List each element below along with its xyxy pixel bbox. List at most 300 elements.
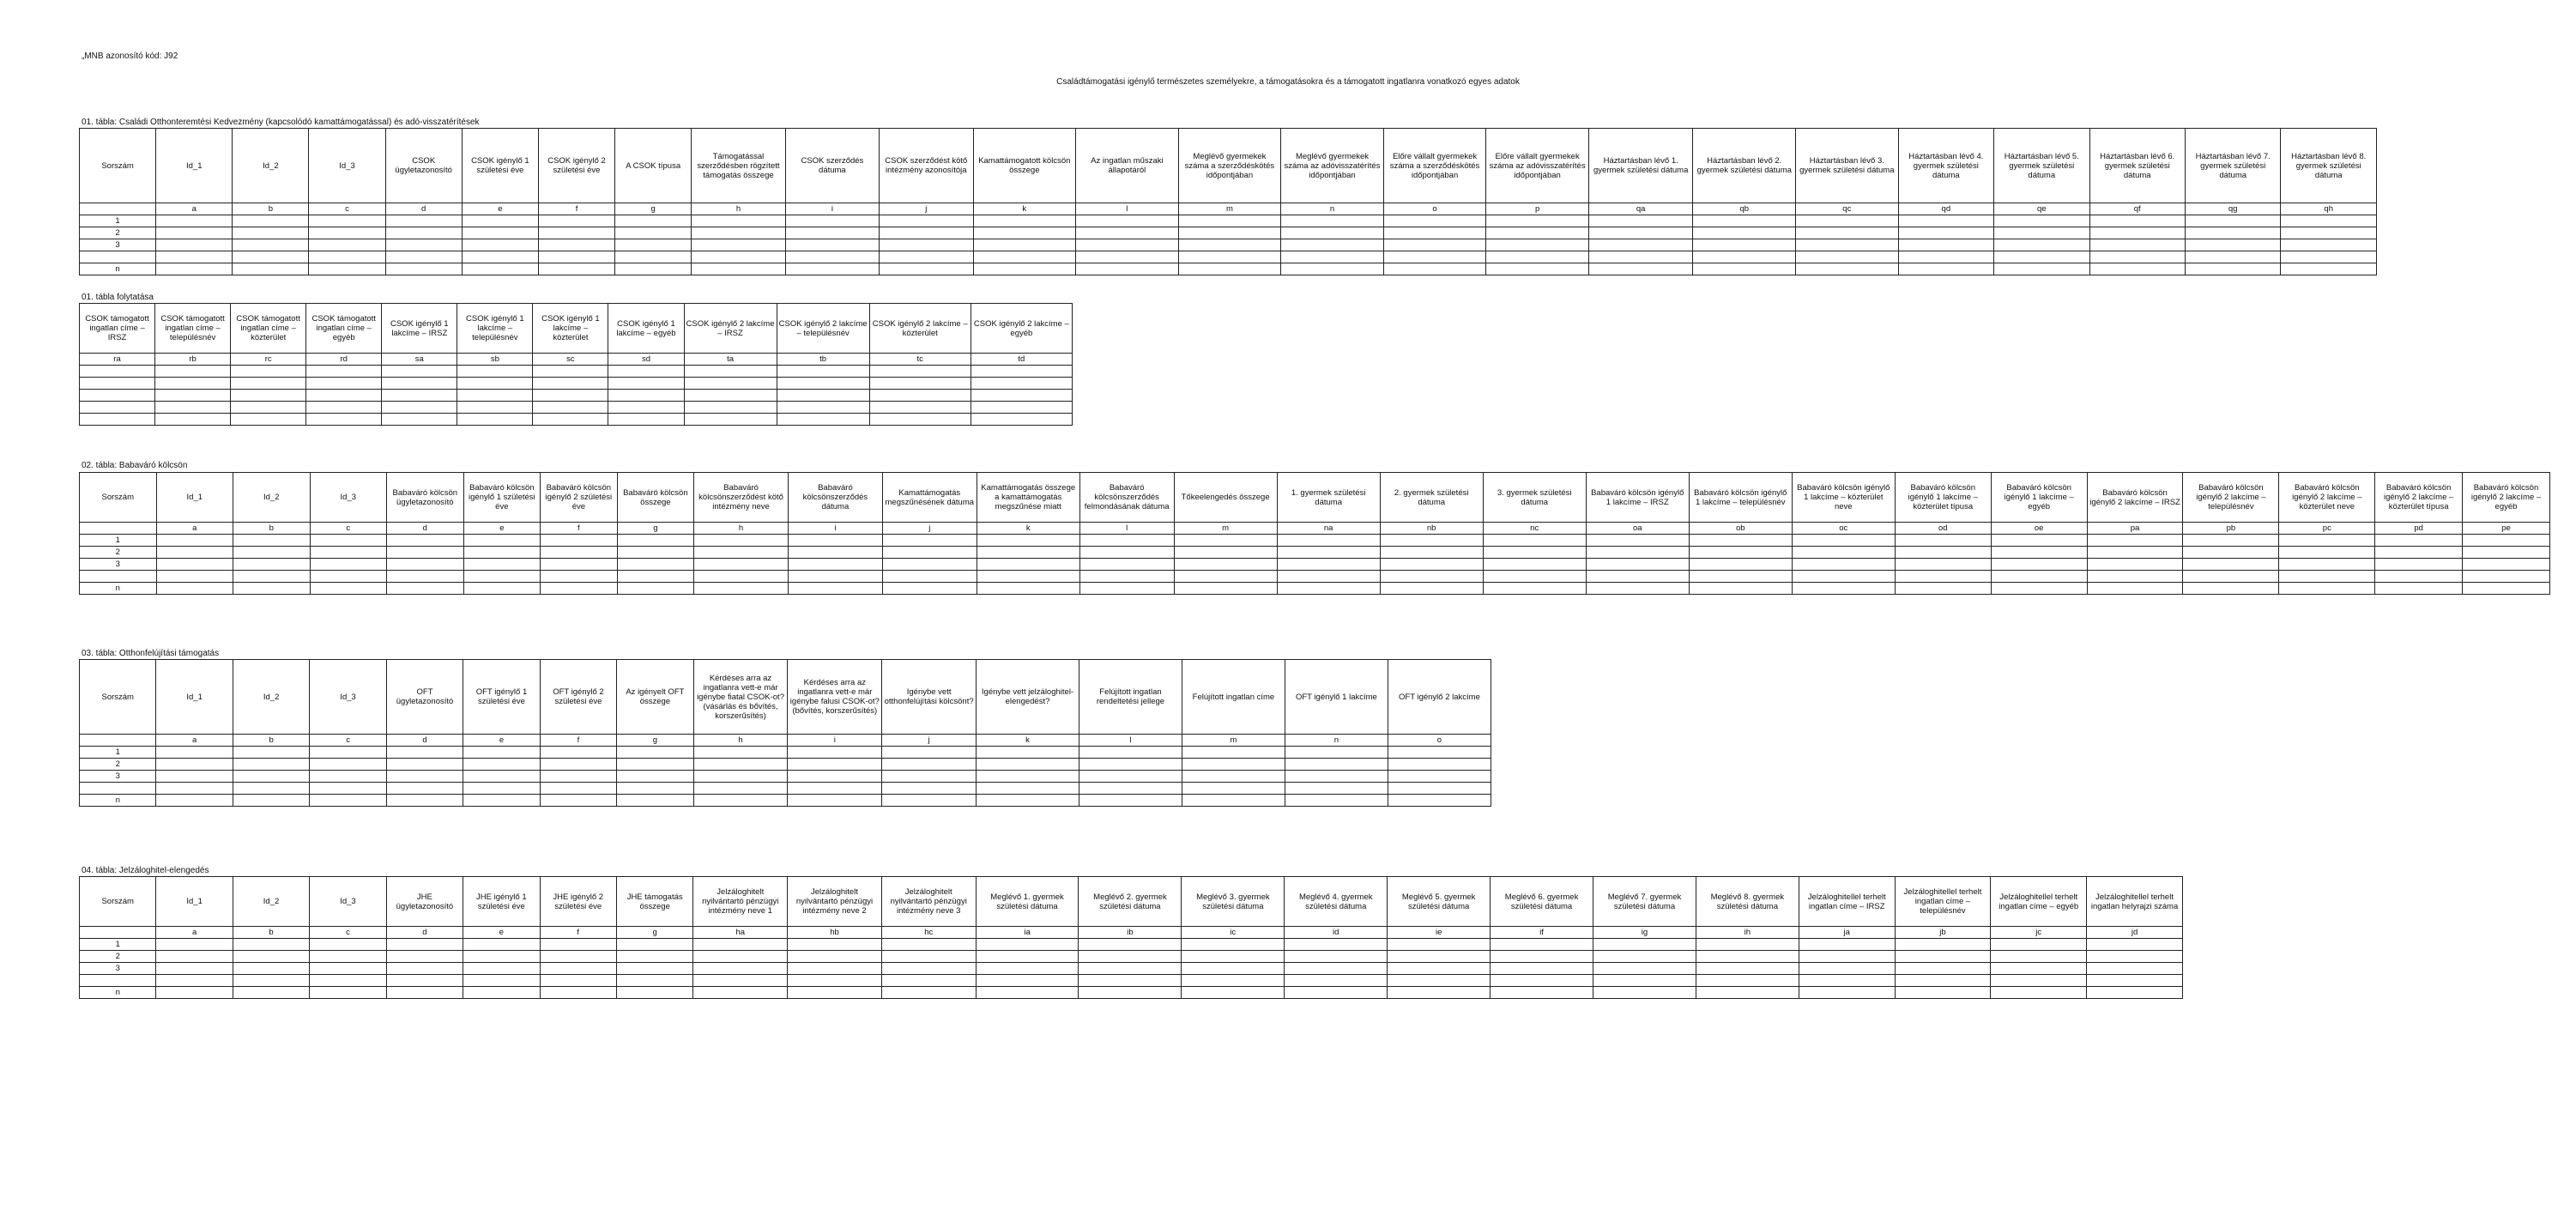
table-cell[interactable] xyxy=(463,783,540,795)
table-cell[interactable] xyxy=(684,402,777,414)
table-cell[interactable] xyxy=(788,783,882,795)
table-cell[interactable] xyxy=(1380,535,1483,547)
table-cell[interactable] xyxy=(540,771,616,783)
table-cell[interactable] xyxy=(1696,987,1799,999)
table-cell[interactable] xyxy=(1079,939,1182,951)
table-cell[interactable] xyxy=(973,239,1076,251)
table-cell[interactable] xyxy=(156,963,233,975)
table-cell[interactable] xyxy=(533,402,608,414)
table-cell[interactable] xyxy=(309,215,385,227)
table-cell[interactable] xyxy=(310,939,386,951)
table-cell[interactable] xyxy=(1277,583,1380,595)
table-cell[interactable] xyxy=(1895,583,1991,595)
table-cell[interactable] xyxy=(1586,547,1689,559)
table-cell[interactable] xyxy=(1079,747,1182,759)
table-cell[interactable] xyxy=(385,263,462,275)
table-cell[interactable] xyxy=(1483,547,1586,559)
table-cell[interactable] xyxy=(777,366,869,378)
table-cell[interactable] xyxy=(788,535,882,547)
table-cell[interactable] xyxy=(692,227,785,239)
table-cell[interactable] xyxy=(533,378,608,390)
table-cell[interactable] xyxy=(1588,215,1693,227)
table-cell[interactable] xyxy=(382,366,457,378)
table-cell[interactable] xyxy=(233,963,309,975)
table-cell[interactable] xyxy=(2183,571,2279,583)
table-cell[interactable] xyxy=(2462,559,2549,571)
table-cell[interactable] xyxy=(869,390,971,402)
table-cell[interactable] xyxy=(1178,263,1281,275)
table-cell[interactable] xyxy=(785,263,879,275)
table-cell[interactable] xyxy=(1079,963,1182,975)
table-cell[interactable] xyxy=(385,239,462,251)
table-cell[interactable] xyxy=(533,414,608,426)
table-cell[interactable] xyxy=(1689,547,1792,559)
table-cell[interactable] xyxy=(462,239,538,251)
table-cell[interactable] xyxy=(2375,547,2463,559)
table-cell[interactable] xyxy=(2185,215,2280,227)
table-cell[interactable] xyxy=(1486,263,1589,275)
table-cell[interactable] xyxy=(693,963,788,975)
table-cell[interactable] xyxy=(1388,783,1491,795)
table-cell[interactable] xyxy=(382,402,457,414)
table-cell[interactable] xyxy=(231,402,306,414)
table-cell[interactable] xyxy=(541,535,618,547)
table-cell[interactable] xyxy=(463,987,540,999)
table-cell[interactable] xyxy=(2087,963,2183,975)
table-cell[interactable] xyxy=(1079,547,1174,559)
table-cell[interactable] xyxy=(1388,987,1491,999)
table-cell[interactable] xyxy=(1799,951,1895,963)
table-cell[interactable] xyxy=(971,390,1072,402)
table-cell[interactable] xyxy=(540,783,616,795)
table-cell[interactable] xyxy=(1383,215,1486,227)
table-cell[interactable] xyxy=(880,227,973,239)
table-cell[interactable] xyxy=(788,583,882,595)
table-cell[interactable] xyxy=(1799,987,1895,999)
table-cell[interactable] xyxy=(608,366,684,378)
table-cell[interactable] xyxy=(156,583,233,595)
table-cell[interactable] xyxy=(540,975,616,987)
table-cell[interactable] xyxy=(1799,975,1895,987)
table-cell[interactable] xyxy=(1895,987,1991,999)
table-cell[interactable] xyxy=(1486,215,1589,227)
table-cell[interactable] xyxy=(1895,963,1991,975)
table-cell[interactable] xyxy=(693,771,788,783)
table-cell[interactable] xyxy=(684,378,777,390)
table-cell[interactable] xyxy=(386,975,463,987)
table-cell[interactable] xyxy=(973,227,1076,239)
table-cell[interactable] xyxy=(882,547,977,559)
table-cell[interactable] xyxy=(233,251,309,263)
table-cell[interactable] xyxy=(1792,547,1895,559)
table-cell[interactable] xyxy=(386,795,463,807)
table-cell[interactable] xyxy=(1383,239,1486,251)
table-cell[interactable] xyxy=(310,771,386,783)
table-cell[interactable] xyxy=(310,747,386,759)
table-cell[interactable] xyxy=(306,414,382,426)
table-cell[interactable] xyxy=(881,939,976,951)
table-cell[interactable] xyxy=(785,227,879,239)
table-cell[interactable] xyxy=(617,747,693,759)
table-cell[interactable] xyxy=(1689,571,1792,583)
table-cell[interactable] xyxy=(785,251,879,263)
table-cell[interactable] xyxy=(684,414,777,426)
table-cell[interactable] xyxy=(2375,559,2463,571)
table-cell[interactable] xyxy=(231,390,306,402)
table-cell[interactable] xyxy=(541,571,618,583)
table-cell[interactable] xyxy=(2183,535,2279,547)
table-cell[interactable] xyxy=(1586,571,1689,583)
table-cell[interactable] xyxy=(156,795,233,807)
table-cell[interactable] xyxy=(2279,547,2375,559)
table-cell[interactable] xyxy=(1689,535,1792,547)
table-cell[interactable] xyxy=(2375,583,2463,595)
table-cell[interactable] xyxy=(1491,951,1593,963)
table-cell[interactable] xyxy=(2089,239,2185,251)
table-cell[interactable] xyxy=(971,402,1072,414)
table-cell[interactable] xyxy=(310,987,386,999)
table-cell[interactable] xyxy=(1388,771,1491,783)
table-cell[interactable] xyxy=(1994,215,2089,227)
table-cell[interactable] xyxy=(785,239,879,251)
table-cell[interactable] xyxy=(1491,963,1593,975)
table-cell[interactable] xyxy=(1586,559,1689,571)
table-cell[interactable] xyxy=(977,583,1079,595)
table-cell[interactable] xyxy=(1174,547,1277,559)
table-cell[interactable] xyxy=(869,414,971,426)
table-cell[interactable] xyxy=(1994,251,2089,263)
table-cell[interactable] xyxy=(1588,263,1693,275)
table-cell[interactable] xyxy=(693,939,788,951)
table-cell[interactable] xyxy=(386,951,463,963)
table-cell[interactable] xyxy=(2185,239,2280,251)
table-cell[interactable] xyxy=(1277,535,1380,547)
table-cell[interactable] xyxy=(2087,547,2183,559)
table-cell[interactable] xyxy=(880,263,973,275)
table-cell[interactable] xyxy=(1380,547,1483,559)
table-cell[interactable] xyxy=(310,583,387,595)
table-cell[interactable] xyxy=(1285,939,1388,951)
table-cell[interactable] xyxy=(788,759,882,771)
table-cell[interactable] xyxy=(382,390,457,402)
table-cell[interactable] xyxy=(1593,951,1696,963)
table-cell[interactable] xyxy=(156,951,233,963)
table-cell[interactable] xyxy=(1991,987,2087,999)
table-cell[interactable] xyxy=(616,963,692,975)
table-cell[interactable] xyxy=(1076,251,1179,263)
table-cell[interactable] xyxy=(1696,951,1799,963)
table-cell[interactable] xyxy=(2281,239,2377,251)
table-cell[interactable] xyxy=(2281,227,2377,239)
table-cell[interactable] xyxy=(1586,535,1689,547)
table-cell[interactable] xyxy=(882,783,977,795)
table-cell[interactable] xyxy=(1486,227,1589,239)
table-cell[interactable] xyxy=(1991,939,2087,951)
table-cell[interactable] xyxy=(2462,571,2549,583)
table-cell[interactable] xyxy=(2462,583,2549,595)
table-cell[interactable] xyxy=(463,963,540,975)
table-cell[interactable] xyxy=(156,759,233,771)
table-cell[interactable] xyxy=(156,571,233,583)
table-cell[interactable] xyxy=(463,951,540,963)
table-cell[interactable] xyxy=(233,263,309,275)
table-cell[interactable] xyxy=(880,239,973,251)
table-cell[interactable] xyxy=(1796,263,1899,275)
table-cell[interactable] xyxy=(1895,535,1991,547)
table-cell[interactable] xyxy=(788,747,882,759)
table-cell[interactable] xyxy=(463,535,541,547)
table-cell[interactable] xyxy=(1076,215,1179,227)
table-cell[interactable] xyxy=(457,378,533,390)
table-cell[interactable] xyxy=(617,771,693,783)
table-cell[interactable] xyxy=(156,239,233,251)
table-cell[interactable] xyxy=(310,783,386,795)
table-cell[interactable] xyxy=(1388,939,1491,951)
table-cell[interactable] xyxy=(156,987,233,999)
table-cell[interactable] xyxy=(156,559,233,571)
table-cell[interactable] xyxy=(2281,263,2377,275)
table-cell[interactable] xyxy=(540,747,616,759)
table-cell[interactable] xyxy=(1285,795,1388,807)
table-cell[interactable] xyxy=(233,795,309,807)
table-cell[interactable] xyxy=(2087,571,2183,583)
table-cell[interactable] xyxy=(788,951,882,963)
table-cell[interactable] xyxy=(1076,227,1179,239)
table-cell[interactable] xyxy=(617,759,693,771)
table-cell[interactable] xyxy=(1898,239,1993,251)
table-cell[interactable] xyxy=(233,783,309,795)
table-cell[interactable] xyxy=(1696,939,1799,951)
table-cell[interactable] xyxy=(2089,227,2185,239)
table-cell[interactable] xyxy=(1182,747,1285,759)
table-cell[interactable] xyxy=(1991,951,2087,963)
table-cell[interactable] xyxy=(1383,227,1486,239)
table-cell[interactable] xyxy=(463,559,541,571)
table-cell[interactable] xyxy=(231,378,306,390)
table-cell[interactable] xyxy=(1796,227,1899,239)
table-cell[interactable] xyxy=(387,583,464,595)
table-cell[interactable] xyxy=(2185,251,2280,263)
table-cell[interactable] xyxy=(788,771,882,783)
table-cell[interactable] xyxy=(310,951,386,963)
table-cell[interactable] xyxy=(1383,263,1486,275)
table-cell[interactable] xyxy=(1588,227,1693,239)
table-cell[interactable] xyxy=(788,559,882,571)
table-cell[interactable] xyxy=(310,547,387,559)
table-cell[interactable] xyxy=(694,571,789,583)
table-cell[interactable] xyxy=(788,939,882,951)
table-cell[interactable] xyxy=(777,414,869,426)
table-cell[interactable] xyxy=(617,795,693,807)
table-cell[interactable] xyxy=(1792,559,1895,571)
table-cell[interactable] xyxy=(1483,559,1586,571)
table-cell[interactable] xyxy=(156,215,233,227)
table-cell[interactable] xyxy=(387,547,464,559)
table-cell[interactable] xyxy=(694,583,789,595)
table-cell[interactable] xyxy=(2183,559,2279,571)
table-cell[interactable] xyxy=(693,783,788,795)
table-cell[interactable] xyxy=(1076,263,1179,275)
table-cell[interactable] xyxy=(309,227,385,239)
table-cell[interactable] xyxy=(1991,963,2087,975)
table-cell[interactable] xyxy=(310,795,386,807)
table-cell[interactable] xyxy=(608,414,684,426)
table-cell[interactable] xyxy=(777,402,869,414)
table-cell[interactable] xyxy=(788,975,882,987)
table-cell[interactable] xyxy=(1182,987,1285,999)
table-cell[interactable] xyxy=(693,795,788,807)
table-cell[interactable] xyxy=(882,583,977,595)
table-cell[interactable] xyxy=(306,366,382,378)
table-cell[interactable] xyxy=(2279,571,2375,583)
table-cell[interactable] xyxy=(1079,975,1182,987)
table-cell[interactable] xyxy=(1388,963,1491,975)
table-cell[interactable] xyxy=(2183,547,2279,559)
table-cell[interactable] xyxy=(2183,583,2279,595)
table-cell[interactable] xyxy=(617,571,694,583)
table-cell[interactable] xyxy=(233,535,311,547)
table-cell[interactable] xyxy=(385,227,462,239)
table-cell[interactable] xyxy=(457,402,533,414)
table-cell[interactable] xyxy=(1693,263,1796,275)
table-cell[interactable] xyxy=(1799,939,1895,951)
table-cell[interactable] xyxy=(777,378,869,390)
table-cell[interactable] xyxy=(976,963,1079,975)
table-cell[interactable] xyxy=(231,414,306,426)
table-cell[interactable] xyxy=(387,571,464,583)
table-cell[interactable] xyxy=(1689,559,1792,571)
table-cell[interactable] xyxy=(692,263,785,275)
table-cell[interactable] xyxy=(880,215,973,227)
table-cell[interactable] xyxy=(386,987,463,999)
table-cell[interactable] xyxy=(1792,583,1895,595)
table-cell[interactable] xyxy=(1593,975,1696,987)
table-cell[interactable] xyxy=(976,975,1079,987)
table-cell[interactable] xyxy=(788,547,882,559)
table-cell[interactable] xyxy=(977,783,1079,795)
table-cell[interactable] xyxy=(1174,571,1277,583)
table-cell[interactable] xyxy=(463,571,541,583)
table-cell[interactable] xyxy=(617,547,694,559)
table-cell[interactable] xyxy=(2279,535,2375,547)
table-cell[interactable] xyxy=(310,963,386,975)
table-cell[interactable] xyxy=(233,227,309,239)
table-cell[interactable] xyxy=(309,251,385,263)
table-cell[interactable] xyxy=(233,951,309,963)
table-cell[interactable] xyxy=(1991,547,2087,559)
table-cell[interactable] xyxy=(1281,263,1384,275)
table-cell[interactable] xyxy=(463,771,540,783)
table-cell[interactable] xyxy=(385,215,462,227)
table-cell[interactable] xyxy=(785,215,879,227)
table-cell[interactable] xyxy=(1174,535,1277,547)
table-cell[interactable] xyxy=(1079,559,1174,571)
table-cell[interactable] xyxy=(382,378,457,390)
table-cell[interactable] xyxy=(1388,975,1491,987)
table-cell[interactable] xyxy=(156,535,233,547)
table-cell[interactable] xyxy=(881,951,976,963)
table-cell[interactable] xyxy=(2281,215,2377,227)
table-cell[interactable] xyxy=(231,366,306,378)
table-cell[interactable] xyxy=(1991,571,2087,583)
table-cell[interactable] xyxy=(156,251,233,263)
table-cell[interactable] xyxy=(869,366,971,378)
table-cell[interactable] xyxy=(1285,747,1388,759)
table-cell[interactable] xyxy=(977,547,1079,559)
table-cell[interactable] xyxy=(694,535,789,547)
table-cell[interactable] xyxy=(2462,547,2549,559)
table-cell[interactable] xyxy=(540,795,616,807)
table-cell[interactable] xyxy=(977,747,1079,759)
table-cell[interactable] xyxy=(156,747,233,759)
table-cell[interactable] xyxy=(306,402,382,414)
table-cell[interactable] xyxy=(155,390,231,402)
table-cell[interactable] xyxy=(1388,759,1491,771)
table-cell[interactable] xyxy=(1689,583,1792,595)
table-cell[interactable] xyxy=(386,747,463,759)
table-cell[interactable] xyxy=(457,366,533,378)
table-cell[interactable] xyxy=(233,547,311,559)
table-cell[interactable] xyxy=(1588,251,1693,263)
table-cell[interactable] xyxy=(1388,747,1491,759)
table-cell[interactable] xyxy=(971,414,1072,426)
table-cell[interactable] xyxy=(233,215,309,227)
table-cell[interactable] xyxy=(2281,251,2377,263)
table-cell[interactable] xyxy=(1079,783,1182,795)
table-cell[interactable] xyxy=(1079,987,1182,999)
table-cell[interactable] xyxy=(617,783,693,795)
table-cell[interactable] xyxy=(540,939,616,951)
table-cell[interactable] xyxy=(1388,795,1491,807)
table-cell[interactable] xyxy=(386,759,463,771)
table-cell[interactable] xyxy=(233,771,309,783)
table-cell[interactable] xyxy=(684,390,777,402)
table-cell[interactable] xyxy=(1991,975,2087,987)
table-cell[interactable] xyxy=(1178,251,1281,263)
table-cell[interactable] xyxy=(1380,583,1483,595)
table-cell[interactable] xyxy=(540,963,616,975)
table-cell[interactable] xyxy=(1281,239,1384,251)
table-cell[interactable] xyxy=(306,390,382,402)
table-cell[interactable] xyxy=(1182,795,1285,807)
table-cell[interactable] xyxy=(382,414,457,426)
table-cell[interactable] xyxy=(971,378,1072,390)
table-cell[interactable] xyxy=(155,402,231,414)
table-cell[interactable] xyxy=(2089,251,2185,263)
table-cell[interactable] xyxy=(882,535,977,547)
table-cell[interactable] xyxy=(155,378,231,390)
table-cell[interactable] xyxy=(617,535,694,547)
table-cell[interactable] xyxy=(462,227,538,239)
table-cell[interactable] xyxy=(1895,975,1991,987)
table-cell[interactable] xyxy=(693,987,788,999)
table-cell[interactable] xyxy=(2462,535,2549,547)
table-cell[interactable] xyxy=(1079,571,1174,583)
table-cell[interactable] xyxy=(1895,547,1991,559)
table-cell[interactable] xyxy=(1895,571,1991,583)
table-cell[interactable] xyxy=(1079,759,1182,771)
table-cell[interactable] xyxy=(788,963,882,975)
table-cell[interactable] xyxy=(1693,215,1796,227)
table-cell[interactable] xyxy=(1174,583,1277,595)
table-cell[interactable] xyxy=(533,390,608,402)
table-cell[interactable] xyxy=(1285,771,1388,783)
table-cell[interactable] xyxy=(615,251,692,263)
table-cell[interactable] xyxy=(462,251,538,263)
table-cell[interactable] xyxy=(538,251,614,263)
table-cell[interactable] xyxy=(869,402,971,414)
table-cell[interactable] xyxy=(1483,535,1586,547)
